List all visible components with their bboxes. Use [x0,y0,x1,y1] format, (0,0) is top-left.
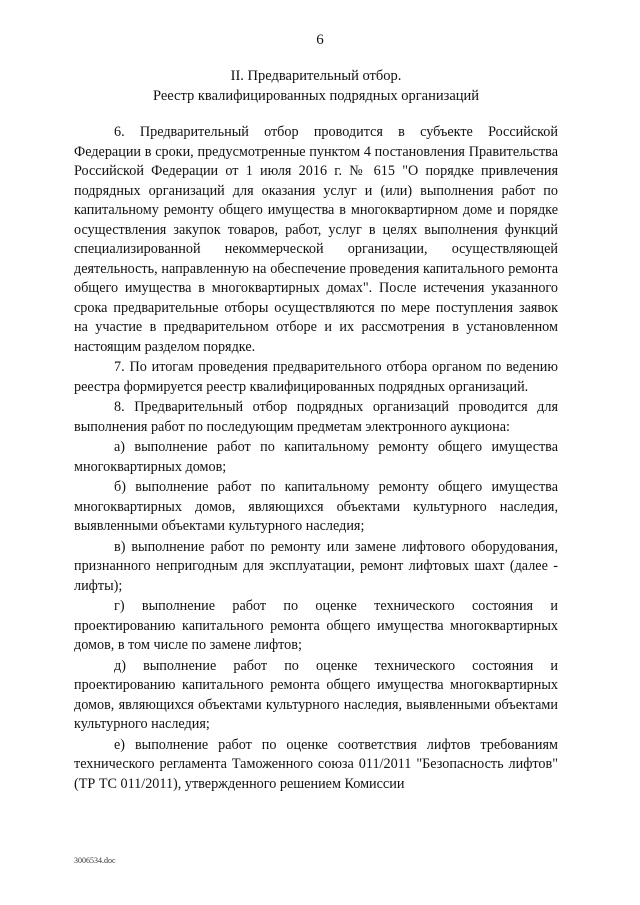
list-item-a: а) выполнение работ по капитальному ремонту общего имущества многоквартирных домов; [74,439,558,475]
list-item-v: в) выполнение работ по ремонту или замене лифтового оборудования, признанного непригодным для эксплуатации, ремонт лифтовых шахт (далее - лифты); [74,538,558,594]
document-body [74,123,558,794]
paragraph-6: 6. Предварительный отбор проводится в субъекте Российской Федерации в сроки, предусмотренные пунктом 4 постановления Правительства Российской Федерации от 1 июля 2016 г. № 615 "О порядке привлечения подрядных организаций для оказания услуг и (или) выполнения работ по капитальному ремонту общего имущества в многоквартирном доме и порядке осуществления закупок товаров, работ, услуг в целях выполнения функций специализированной некоммерческой организации, осуществляющей деятельность, направленную на обеспечение проведения капитального ремонта общего имущества в многоквартирных домах". После истечения указанного срока предварительные отборы осуществляются по мере поступления заявок на участие в предварительном отборе и их рассмотрения в установленном настоящим разделом порядке. [74,124,558,355]
section-title: II. Предварительный отбор. [230,68,402,84]
paragraph-7: 7. По итогам проведения предварительного отбора органом по ведению реестра формируется реестр квалифицированных подрядных организаций. [74,359,558,395]
paragraph-8: 8. Предварительный отбор подрядных организаций проводится для выполнения работ по последующим предметам электронного аукциона: [74,399,558,435]
list-item-e: е) выполнение работ по оценке соответствия лифтов требованиям технического регламента Таможенного союза 011/2011 "Безопасность лифтов" (ТР ТС 011/2011), утвержденного решением Комиссии [74,736,558,792]
list-item-g: г) выполнение работ по оценке технического состояния и проектированию капитального ремонта общего имущества многоквартирных домов, в том числе по замене лифтов; [74,598,558,653]
page-number: 6 [316,32,324,48]
list-item-b: б) выполнение работ по капитальному ремонту общего имущества многоквартирных домов, являющихся объектами культурного наследия, выявленными объектами культурного наследия; [74,479,558,534]
file-reference: 3006534.doc [74,856,116,865]
list-item-d: д) выполнение работ по оценке технического состояния и проектированию капитального ремонта общего имущества многоквартирных домов, являющихся объектами культурного наследия, выявленными объектами культурного наследия; [74,657,558,732]
section-subtitle: Реестр квалифицированных подрядных организаций [152,88,480,104]
section-heading [74,66,558,106]
